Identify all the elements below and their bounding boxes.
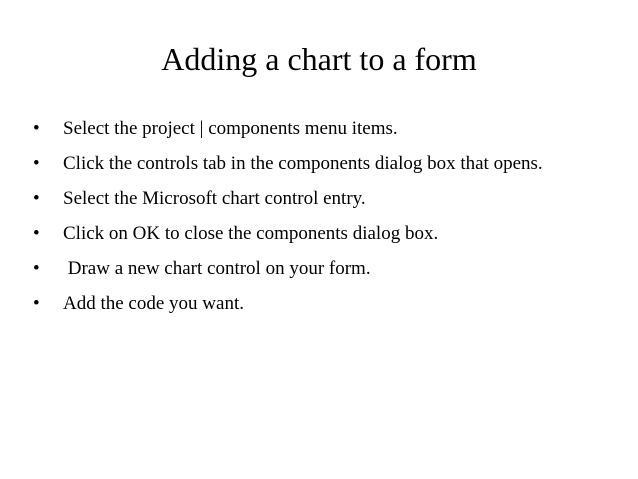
slide-title: Adding a chart to a form bbox=[161, 41, 477, 77]
bullet-item bbox=[33, 186, 623, 212]
bullet-item bbox=[33, 221, 623, 247]
bullet-marker: • bbox=[33, 258, 40, 279]
bullet-item bbox=[33, 151, 623, 177]
bullet-marker: • bbox=[33, 188, 40, 209]
bullet-text: Select the Microsoft chart control entry. bbox=[63, 188, 366, 209]
bullet-item bbox=[33, 291, 623, 317]
bullet-marker: • bbox=[33, 153, 40, 174]
bullet-text: Draw a new chart control on your form. bbox=[63, 258, 371, 279]
bullet-item bbox=[33, 256, 623, 282]
bullet-list bbox=[33, 116, 623, 326]
bullet-text: Add the code you want. bbox=[63, 293, 244, 314]
bullet-text: Click the controls tab in the components dialog box that opens. bbox=[63, 153, 543, 174]
bullet-marker: • bbox=[33, 293, 40, 314]
bullet-text: Select the project | components menu items. bbox=[63, 118, 398, 139]
bullet-marker: • bbox=[33, 118, 40, 139]
bullet-marker: • bbox=[33, 223, 40, 244]
bullet-item bbox=[33, 116, 623, 142]
bullet-text: Click on OK to close the components dialog box. bbox=[63, 223, 439, 244]
